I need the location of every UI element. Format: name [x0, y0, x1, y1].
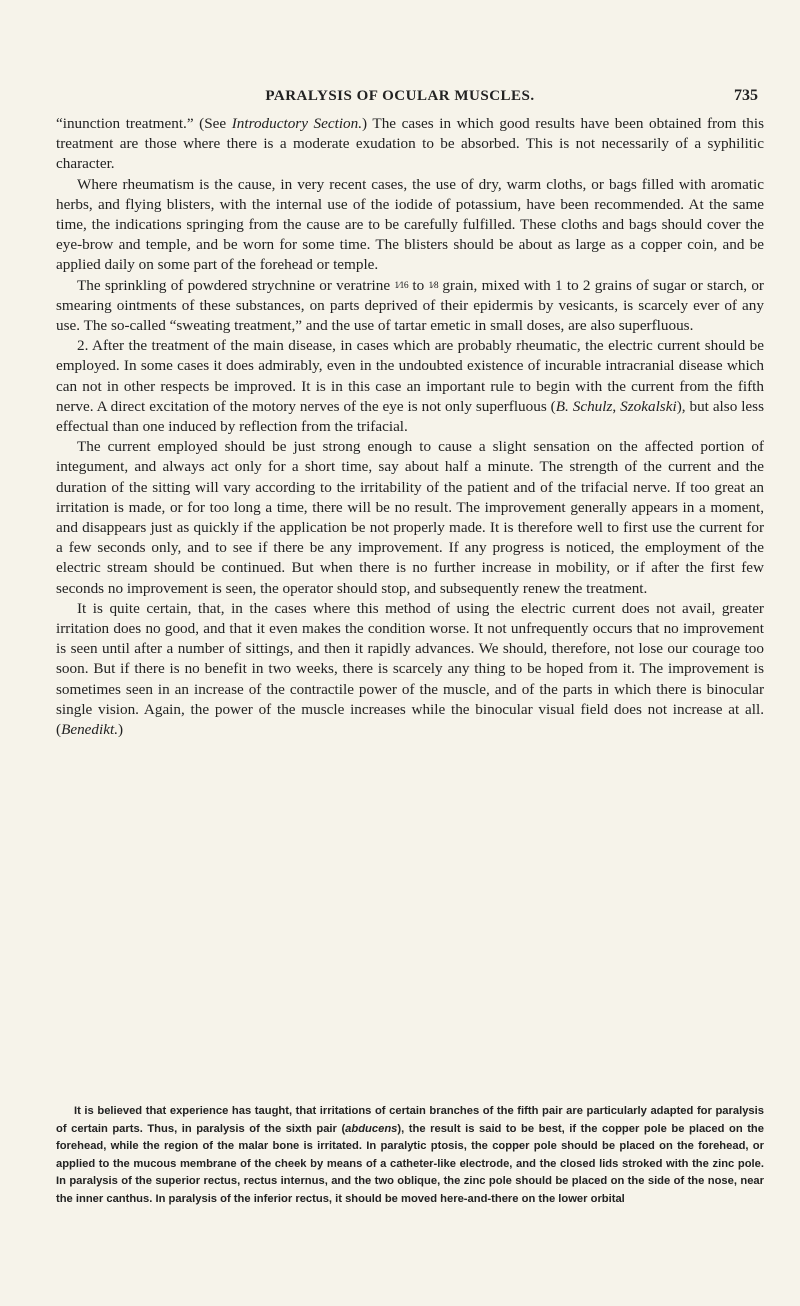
text-run: “inunction treatment.” (See — [56, 115, 232, 132]
text-run: ), but also less effectual than one induced by reflection from the trifacial. — [56, 397, 764, 436]
paragraph-rheumatism: Where rheumatism is the cause, in very recent cases, the use of dry, warm cloths, or bags filled with aromatic herbs, and flying blisters, with the internal use of the iodide of potassium, have been recommended. At the same time, the indications springing from the cause are to be carefully fulfilled. These cloths and bags should cover the eye-brow and temple, and be worn for some time. The blisters should be about as large as a copper coin, and be applied daily on some part of the forehead or temple. — [56, 175, 764, 274]
italic-author: B. Schulz — [555, 397, 613, 415]
paragraph-method-certainty — [56, 599, 764, 740]
paragraph-current-strength: The current employed should be just strong enough to cause a slight sensation on the affected portion of integument, and always act only for a short time, say about half a minute. The strength of the current and the duration of the sitting will vary according to the irritability of the patient and of the trifacial nerve. If too great an irritation is made, or for too long a time, there will be no result. The improvement generally appears in a moment, and disappears just as quickly if the application be not properly made. It is therefore well to first use the current for a few seconds only, and to see if there be any improvement. If any progress is noticed, the employment of the electric stream should be continued. But when there is no further increase in mobility, or if after the first few seconds no improvement is seen, the operator should stop, and subsequently renew the treatment. — [56, 438, 764, 597]
footnote-paragraph — [56, 1103, 764, 1208]
paragraph-strychnine — [56, 276, 764, 337]
italic-term: abducens — [345, 1122, 398, 1135]
text-run: ), the result is said to be best, if the copper pole be placed on the forehead, while the region of the malar bone is irritated. In paralytic ptosis, the copper pole should be placed on the forehead, or applied to the mucous membrane of the cheek by means of a catheter-like electrode, and the closed lids stroked with the zinc pole. In paralysis of the superior rectus, rectus internus, and the two oblique, the zinc pole should be placed on the side of the nose, near the inner canthus. In paralysis of the inferior rectus, it should be moved here-and-there on the lower orbital — [56, 1122, 764, 1205]
paragraph-inunction — [56, 114, 764, 175]
text-run: grain, mixed with 1 to 2 grains of sugar or starch, or smearing ointments of these substances, on parts deprived of their epidermis by vesicants, is scarcely ever of any use. The so-called “sweating treatment,” and the use of tartar emetic in small doses, are also superfluous. — [56, 276, 764, 335]
text-run: The sprinkling of powdered strychnine or veratrine — [77, 276, 395, 294]
text-run: , — [612, 397, 621, 415]
italic-author: Szokalski — [620, 397, 677, 415]
fraction: 1⁄8 — [428, 280, 439, 291]
text-run: to — [408, 276, 429, 294]
text-run: 2. After the treatment of the main disease, in cases which are probably rheumatic, the electric current should be employed. In some cases it does admirably, even in the undoubted existence of incurable intracranial disease which can not in other respects be improved. It is in this case an important rule to begin with the current from the fifth nerve. A direct excitation of the motory nerves of the eye is not only superfluous ( — [56, 337, 764, 415]
italic-reference: Introductory Section. — [231, 115, 363, 132]
paragraph-electric-current — [56, 336, 764, 437]
fraction: 1⁄16 — [394, 280, 409, 291]
running-title: PARALYSIS OF OCULAR MUSCLES. — [265, 88, 535, 104]
page-header — [0, 88, 800, 112]
text-run: ) — [118, 721, 124, 739]
italic-author: Benedikt. — [61, 721, 118, 739]
page-number: 735 — [734, 87, 758, 104]
text-run: It is quite certain, that, in the cases where this method of using the electric current does not avail, greater irritation does no good, and that it even makes the condition worse. It not unfrequently occurs that no improvement is seen until after a number of sittings, and then it rapidly advances. We should, therefore, not lose our courage too soon. But if there is no benefit in two weeks, there is scarcely any thing to be hoped from it. The improvement is sometimes seen in an increase of the contractile power of the muscle, and of the parts in which there is binocular single vision. Again, the power of the muscle increases while the binocular visual field does not increase at all. ( — [56, 599, 764, 739]
main-text — [56, 114, 764, 740]
footnote-text — [56, 1103, 764, 1208]
text-run: ) The cases in which good results have been obtained from this treatment are those where there is a moderate exudation to be absorbed. This is not necessarily of a syphilitic character. — [56, 115, 764, 173]
text-run: It is believed that experience has taught, that irritations of certain branches of the fifth pair are particularly adapted for paralysis of certain parts. Thus, in paralysis of the sixth pair ( — [56, 1105, 764, 1135]
